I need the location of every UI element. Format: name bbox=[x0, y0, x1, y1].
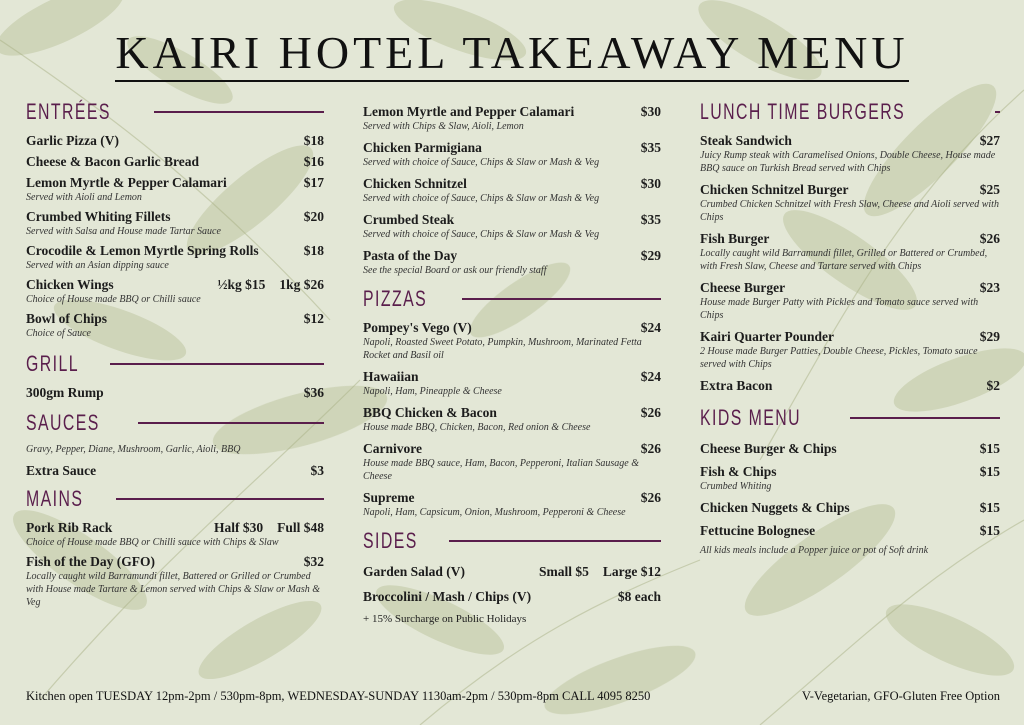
menu-item bbox=[26, 384, 324, 401]
item-price: $12 bbox=[303, 311, 324, 326]
dietary-legend: V-Vegetarian, GFO-Gluten Free Option bbox=[801, 689, 1000, 703]
menu-item bbox=[363, 247, 661, 277]
section-rule bbox=[110, 363, 324, 365]
item-name: Lemon Myrtle & Pepper Calamari bbox=[26, 175, 227, 190]
menu-item bbox=[700, 181, 1000, 224]
item-name: Chicken Schnitzel Burger bbox=[700, 182, 849, 197]
item-price: $15 bbox=[979, 500, 1000, 515]
item-price: $29 bbox=[979, 329, 1000, 344]
item-name: Crumbed Steak bbox=[363, 212, 455, 227]
item-price: $15 bbox=[979, 441, 1000, 456]
section-header-sides bbox=[363, 525, 661, 557]
item-price: $17 bbox=[303, 175, 324, 190]
menu-item bbox=[26, 310, 324, 340]
menu-item bbox=[363, 211, 661, 241]
item-price: $36 bbox=[303, 385, 324, 400]
item-description: Napoli, Roasted Sweet Potato, Pumpkin, Mushroom, Marinated Fetta Rocket and Basil oil bbox=[363, 337, 642, 361]
menu-item bbox=[700, 328, 1000, 371]
menu-item bbox=[363, 563, 661, 580]
item-name: Fish of the Day (GFO) bbox=[26, 554, 155, 569]
surcharge-note: + 15% Surcharge on Public Holidays bbox=[363, 613, 527, 625]
menu-item bbox=[700, 463, 1000, 493]
item-name: Fettucine Bolognese bbox=[700, 523, 816, 538]
item-name: 300gm Rump bbox=[26, 385, 104, 400]
section-title: GRILL bbox=[26, 351, 79, 376]
item-name: Fish Burger bbox=[700, 231, 770, 246]
item-price: $2 bbox=[986, 378, 1000, 393]
item-price: $27 bbox=[979, 133, 1000, 148]
menu-item bbox=[700, 377, 1000, 394]
item-name: Cheese Burger & Chips bbox=[700, 441, 837, 456]
menu-item bbox=[363, 588, 661, 605]
section-header-entrees bbox=[26, 96, 324, 128]
item-price: $23 bbox=[979, 280, 1000, 295]
item-price: $30 bbox=[640, 104, 661, 119]
item-name: Crumbed Whiting Fillets bbox=[26, 209, 171, 224]
item-description: House made BBQ, Chicken, Bacon, Red onion & Cheese bbox=[363, 422, 591, 433]
item-price: $30 bbox=[640, 176, 661, 191]
section-rule bbox=[850, 417, 1000, 419]
item-price-large: Large $12 bbox=[602, 564, 661, 579]
item-price: $32 bbox=[303, 554, 324, 569]
section-header-mains bbox=[26, 483, 324, 515]
menu-item bbox=[26, 174, 324, 204]
item-description: Choice of Sauce bbox=[26, 328, 91, 339]
item-price: $25 bbox=[979, 182, 1000, 197]
item-price-small: ½kg $15 bbox=[217, 277, 266, 292]
item-description: See the special Board or ask our friendly staff bbox=[363, 265, 547, 276]
item-description: Served with an Asian dipping sauce bbox=[26, 260, 169, 271]
menu-item bbox=[700, 522, 1000, 539]
item-name: Fish & Chips bbox=[700, 464, 777, 479]
item-name: Cheese & Bacon Garlic Bread bbox=[26, 154, 199, 169]
menu-item bbox=[363, 103, 661, 133]
menu-item bbox=[363, 404, 661, 434]
item-name: Pork Rib Rack bbox=[26, 520, 113, 535]
item-name: Supreme bbox=[363, 490, 415, 505]
section-header-burgers bbox=[700, 96, 1000, 128]
menu-item bbox=[700, 230, 1000, 273]
menu-item bbox=[26, 153, 324, 170]
menu-item bbox=[363, 139, 661, 169]
item-price: $35 bbox=[640, 140, 661, 155]
item-name: Chicken Wings bbox=[26, 277, 114, 292]
menu-item bbox=[700, 440, 1000, 457]
section-rule bbox=[138, 422, 324, 424]
menu-item bbox=[700, 132, 1000, 175]
menu-item bbox=[26, 132, 324, 149]
item-name: Garden Salad (V) bbox=[363, 564, 466, 579]
menu-item bbox=[26, 519, 324, 549]
menu-item bbox=[363, 368, 661, 398]
item-price: $24 bbox=[640, 369, 661, 384]
item-price: $18 bbox=[303, 243, 324, 258]
menu-item bbox=[700, 499, 1000, 516]
item-name: Kairi Quarter Pounder bbox=[700, 329, 834, 344]
item-name: Steak Sandwich bbox=[700, 133, 792, 148]
item-name: BBQ Chicken & Bacon bbox=[363, 405, 497, 420]
item-name: Hawaiian bbox=[363, 369, 419, 384]
item-price: $18 bbox=[303, 133, 324, 148]
menu-item bbox=[26, 242, 324, 272]
section-header-pizzas bbox=[363, 283, 661, 315]
item-description: Locally caught wild Barramundi fillet, Battered or Grilled or Crumbed with House made Tartare & Lemon served with Chips & Slaw or Mash & Veg bbox=[26, 571, 320, 608]
column-middle bbox=[363, 103, 661, 625]
menu-item bbox=[26, 462, 324, 479]
item-name: Lemon Myrtle and Pepper Calamari bbox=[363, 104, 575, 119]
item-price-small: Small $5 bbox=[538, 564, 589, 579]
menu-item bbox=[363, 489, 661, 519]
column-right bbox=[700, 96, 1000, 556]
section-title: MAINS bbox=[26, 486, 84, 511]
item-price-half: Half $30 bbox=[213, 520, 264, 535]
item-description: Napoli, Ham, Capsicum, Onion, Mushroom, Pepperoni & Cheese bbox=[363, 507, 626, 518]
item-description: Served with Chips & Slaw, Aioli, Lemon bbox=[363, 121, 524, 132]
menu-item bbox=[363, 319, 661, 362]
item-price-full: Full $48 bbox=[277, 520, 324, 535]
menu-item bbox=[700, 279, 1000, 322]
section-header-sauces bbox=[26, 407, 324, 439]
item-description: Served with choice of Sauce, Chips & Slaw or Mash & Veg bbox=[363, 229, 600, 240]
item-name: Bowl of Chips bbox=[26, 311, 108, 326]
item-price: $15 bbox=[979, 464, 1000, 479]
item-name: Chicken Parmigiana bbox=[363, 140, 482, 155]
section-title: SAUCES bbox=[26, 410, 100, 435]
section-header-grill bbox=[26, 348, 324, 380]
menu-title: KAIRI HOTEL TAKEAWAY MENU bbox=[0, 26, 1024, 79]
menu-item bbox=[363, 440, 661, 483]
item-description: Locally caught wild Barramundi fillet, Grilled or Battered or Crumbed, with Fresh Slaw, Cheese and Tartare served with Chips bbox=[700, 248, 988, 272]
item-name: Crocodile & Lemon Myrtle Spring Rolls bbox=[26, 243, 259, 258]
section-rule bbox=[449, 540, 661, 542]
item-description: Crumbed Chicken Schnitzel with Fresh Slaw, Cheese and Aioli served with Chips bbox=[700, 199, 999, 223]
item-price: $3 bbox=[310, 463, 324, 478]
section-title: PIZZAS bbox=[363, 286, 428, 311]
item-name: Chicken Nuggets & Chips bbox=[700, 500, 850, 515]
section-rule bbox=[116, 498, 324, 500]
item-description: Napoli, Ham, Pineapple & Cheese bbox=[363, 386, 502, 397]
section-rule bbox=[154, 111, 324, 113]
menu-item bbox=[26, 553, 324, 609]
item-price: $24 bbox=[640, 320, 661, 335]
item-price: $35 bbox=[640, 212, 661, 227]
item-price: $26 bbox=[640, 441, 661, 456]
item-price: $26 bbox=[979, 231, 1000, 246]
item-price: $8 each bbox=[617, 589, 661, 604]
menu-item bbox=[26, 208, 324, 238]
item-name: Chicken Schnitzel bbox=[363, 176, 467, 191]
section-title: LUNCH TIME BURGERS bbox=[700, 99, 906, 124]
item-price: $15 bbox=[979, 523, 1000, 538]
kitchen-hours: Kitchen open TUESDAY 12pm-2pm / 530pm-8pm, WEDNESDAY-SUNDAY 1130am-2pm / 530pm-8pm CALL 4095 8250 bbox=[26, 689, 651, 703]
item-name: Pasta of the Day bbox=[363, 248, 458, 263]
section-title: SIDES bbox=[363, 528, 418, 553]
item-description: Juicy Rump steak with Caramelised Onions, Double Cheese, House made BBQ sauce on Turkish Bread served with Chips bbox=[700, 150, 996, 174]
item-description: Crumbed Whiting bbox=[700, 481, 772, 492]
footer bbox=[26, 689, 1000, 704]
item-price: $29 bbox=[640, 248, 661, 263]
item-price: $20 bbox=[303, 209, 324, 224]
item-name: Carnivore bbox=[363, 441, 422, 456]
item-description: Served with choice of Sauce, Chips & Slaw or Mash & Veg bbox=[363, 193, 600, 204]
item-description: Served with choice of Sauce, Chips & Slaw or Mash & Veg bbox=[363, 157, 600, 168]
menu-item bbox=[26, 276, 324, 306]
item-price: $26 bbox=[640, 405, 661, 420]
item-description: Served with Aioli and Lemon bbox=[26, 192, 142, 203]
section-header-kids bbox=[700, 402, 1000, 434]
item-name: Extra Bacon bbox=[700, 378, 773, 393]
item-description: 2 House made Burger Patties, Double Cheese, Pickles, Tomato sauce served with Chips bbox=[700, 346, 978, 370]
item-name: Garlic Pizza (V) bbox=[26, 133, 119, 148]
section-rule bbox=[462, 298, 661, 300]
item-description: House made BBQ sauce, Ham, Bacon, Pepperoni, Italian Sausage & Cheese bbox=[363, 458, 639, 482]
item-description: Served with Salsa and House made Tartar Sauce bbox=[26, 226, 221, 237]
sauce-list: Gravy, Pepper, Diane, Mushroom, Garlic, Aioli, BBQ bbox=[26, 444, 241, 455]
section-title: KIDS MENU bbox=[700, 405, 801, 430]
menu-item bbox=[363, 175, 661, 205]
kids-note: All kids meals include a Popper juice or pot of Soft drink bbox=[700, 545, 929, 556]
column-left bbox=[26, 96, 324, 613]
item-name: Extra Sauce bbox=[26, 463, 97, 478]
item-description: Choice of House made BBQ or Chilli sauce bbox=[26, 294, 201, 305]
item-description: House made Burger Patty with Pickles and Tomato sauce served with Chips bbox=[700, 297, 979, 321]
item-name: Broccolini / Mash / Chips (V) bbox=[363, 589, 532, 604]
item-price: $26 bbox=[640, 490, 661, 505]
section-title: ENTRÉES bbox=[26, 99, 111, 124]
item-price: $16 bbox=[303, 154, 324, 169]
section-rule bbox=[995, 111, 1000, 113]
item-name: Cheese Burger bbox=[700, 280, 786, 295]
item-description: Choice of House made BBQ or Chilli sauce with Chips & Slaw bbox=[26, 537, 279, 548]
item-price-large: 1kg $26 bbox=[279, 277, 324, 292]
item-name: Pompey's Vego (V) bbox=[363, 320, 472, 335]
